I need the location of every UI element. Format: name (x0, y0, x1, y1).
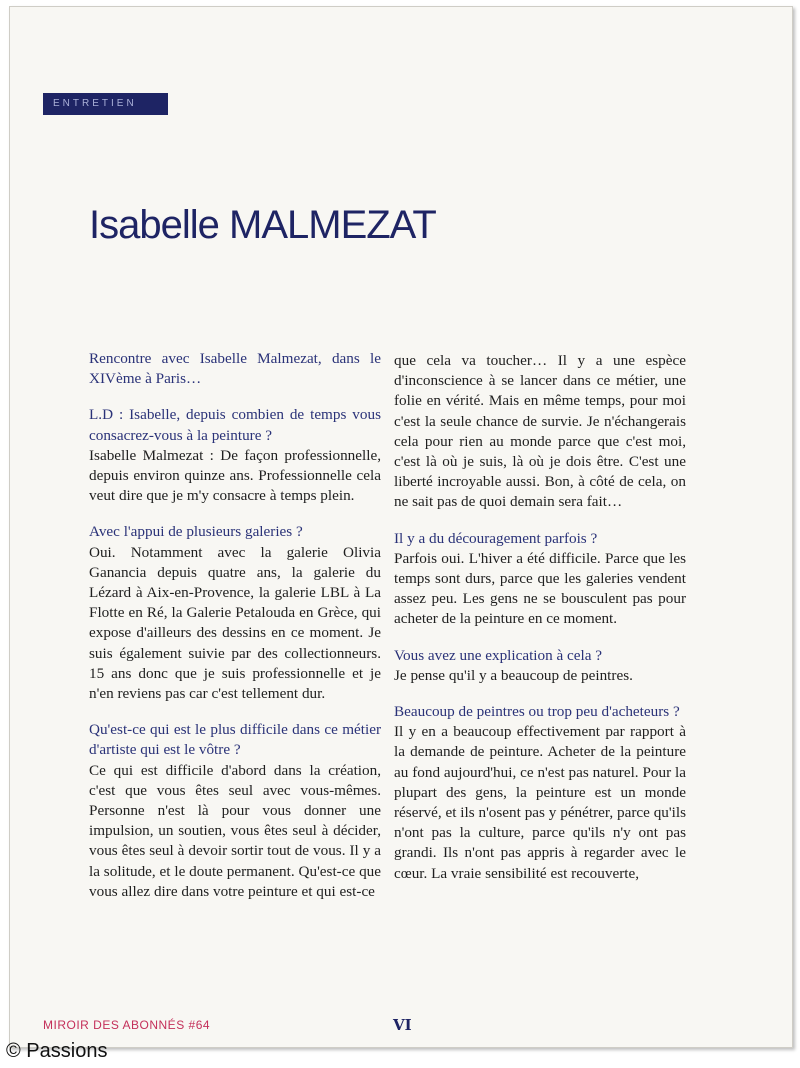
interview-block (394, 351, 686, 513)
page-title (89, 203, 436, 248)
interview-question: Rencontre avec Isabelle Malmezat, dans le XIVème à Paris… (89, 350, 381, 388)
interview-block (89, 349, 381, 389)
magazine-name: MIROIR DES ABONNÉS #64 (43, 1018, 211, 1032)
interview-block (394, 529, 686, 630)
left-column (89, 349, 381, 918)
interview-question: L.D : Isabelle, depuis combien de temps vous consacrez-vous à la peinture ? (89, 406, 381, 444)
interview-question: Vous avez une explication à cela ? (394, 646, 603, 664)
interview-answer: Il y en a beaucoup effectivement par rapport à la demande de peinture. Acheter de la peinture au fond aujourd'hui, ce n'est pas naturel. Pour la plupart des gens, la peinture est un monde réservé, et ils n'osent pas y pénétrer, parce qu'ils n'ont pas la culture, parce qu'ils n'y ont pas grandi. Ils n'ont pas appris à regarder avec le cœur. La vraie sensibilité est recouverte, (394, 723, 686, 882)
interview-answer: Isabelle Malmezat : De façon professionnelle, depuis environ quinze ans. Professionnelle cela veut dire que je m'y consacre à temps plein. (89, 446, 381, 505)
interview-block (394, 646, 686, 686)
interview-block (89, 522, 381, 704)
interview-block (394, 702, 686, 884)
interview-block (89, 720, 381, 902)
magazine-page (9, 6, 793, 1048)
interview-answer: Oui. Notamment avec la galerie Olivia Ganancia depuis quatre ans, la galerie du Lézard à Aix-en-Provence, la galerie LBL à La Flotte en Ré, la Galerie Petalouda en Grèce, qui expose d'ailleurs des dessins en ce moment. Je suis également suivie par des collectionneurs. 15 ans donc que je suis professionnelle et je n'en reviens pas car c'est tellement dur. (89, 543, 381, 703)
interview-answer: Je pense qu'il y a beaucoup de peintres. (394, 666, 633, 684)
title-last-name: MALMEZAT (229, 203, 436, 247)
interview-question: Il y a du découragement parfois ? (394, 529, 598, 547)
section-tag: ENTRETIEN (43, 93, 168, 115)
title-first-name: Isabelle (89, 203, 219, 247)
interview-question: Qu'est-ce qui est le plus difficile dans ce métier d'artiste qui est le vôtre ? (89, 721, 381, 759)
interview-answer: Parfois oui. L'hiver a été difficile. Parce que les temps sont durs, parce que les galeries vendent assez peu. Les gens ne se bousculent pas pour acheter de la peinture en ce moment. (394, 549, 686, 628)
interview-question: Avec l'appui de plusieurs galeries ? (89, 523, 303, 541)
interview-answer: Ce qui est difficile d'abord dans la création, c'est que vous êtes seul avec vous-mêmes. Personne n'est là pour vous donner une impulsion, un soutien, vous êtes seul à décider, vous êtes seul à devoir sortir tout de vous. Il y a la solitude, et le doute permanent. Qu'est-ce que vous allez dire dans votre peinture et qui est-ce (89, 761, 381, 900)
interview-question: Beaucoup de peintres ou trop peu d'acheteurs ? (394, 703, 680, 721)
right-column (394, 351, 686, 900)
page-number: VI (393, 1016, 412, 1034)
copyright-watermark: © Passions (6, 1040, 108, 1062)
interview-block (89, 405, 381, 506)
interview-answer: que cela va toucher… Il y a une espèce d'inconscience à se lancer dans ce métier, une folie en vérité. Mais en même temps, pour moi c'est la seule chance de survie. Je n'échangerais cela pour rien au monde parce que c'est moi, c'est là où je suis, là où je dois être. C'est une liberté incroyable aussi. Bon, à côté de cela, on ne sait pas de quoi demain sera fait… (394, 352, 686, 511)
